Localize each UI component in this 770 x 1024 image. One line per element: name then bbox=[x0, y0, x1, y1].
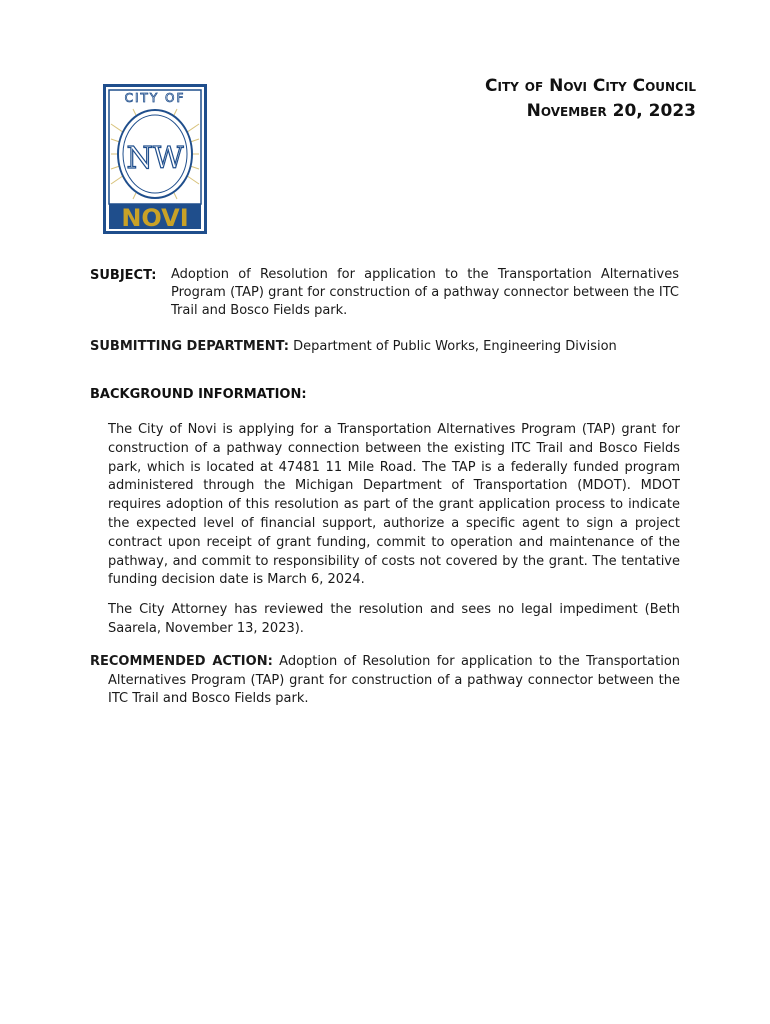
background-paragraph-2: The City Attorney has reviewed the resolution and sees no legal impediment (Beth Saarela, November 13, 2023). bbox=[108, 602, 680, 636]
background-paragraph-1: The City of Novi is applying for a Transportation Alternatives Program (TAP) grant for construction of a pathway connection between the existing ITC Trail and Bosco Fields park, which is located at 47481 11 Mile Road. The TAP is a federally funded program administered through the Michigan Department of Transportation (MDOT). MDOT requires adoption of this resolution as part of the grant application process to indicate the expected level of financial support, authorize a specific agent to sign a project contract upon receipt of grant funding, commit to operation and maintenance of the pathway, and commit to responsibility of costs not covered by the grant. The tentative funding decision date is March 6, 2024. bbox=[108, 422, 680, 588]
recommended-action-text: Adoption of Resolution for application to the Transportation Alternatives Program (TAP) grant for construction of a pathway connector between the ITC Trail and Bosco Fields park. bbox=[108, 654, 681, 706]
subject-label: SUBJECT: bbox=[90, 268, 157, 283]
department-text: Department of Public Works, Engineering Division bbox=[293, 339, 617, 354]
background-heading: BACKGROUND INFORMATION: bbox=[90, 387, 307, 402]
recommended-action-label: RECOMMENDED ACTION: bbox=[90, 654, 273, 669]
logo-monogram: NW bbox=[126, 141, 184, 176]
recommended-action bbox=[90, 653, 680, 709]
submitting-department bbox=[90, 338, 690, 356]
department-label: SUBMITTING DEPARTMENT: bbox=[90, 339, 289, 354]
document-header bbox=[485, 74, 696, 124]
header-date-line: November 20, 2023 bbox=[526, 101, 696, 121]
subject-text: Adoption of Resolution for application to the Transportation Alternatives Program (TAP) grant for construction of a pathway connector between the ITC Trail and Bosco Fields park. bbox=[171, 267, 679, 318]
logo-top-text: CITY OF bbox=[124, 91, 186, 105]
logo-bottom-text: NOVI bbox=[121, 204, 189, 232]
city-of-novi-logo bbox=[103, 84, 207, 234]
header-council-line: City of Novi City Council bbox=[485, 76, 696, 96]
